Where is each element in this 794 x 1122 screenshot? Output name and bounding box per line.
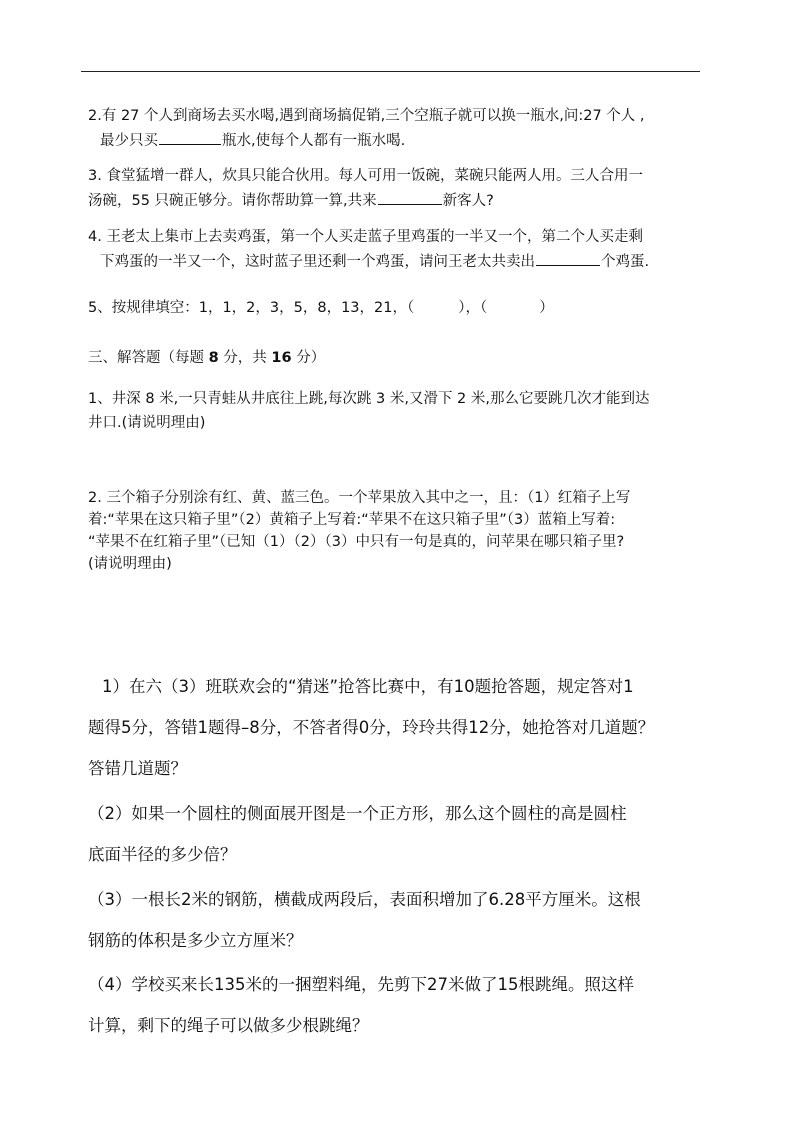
problem-4-line-1: （4）学校买来长135米的一捆塑料绳，先剪下27米做了15根跳绳。照这样 [88,975,634,994]
question-line: 1、井深 8 米,一只青蛙从井底往上跳,每次跳 3 米,又滑下 2 米,那么它要跳几次才能到达 [88,391,650,407]
answer-blank[interactable] [378,190,442,205]
question-line: (请说明理由) [88,556,172,572]
answer-blank[interactable] [159,130,221,145]
problem-3-line-1: （3）一根长2米的钢筋，横截成两段后，表面积增加了6.28平方厘米。这根 [88,890,641,909]
problem-1-line-3: 答错几道题？ [88,759,187,778]
question-3-line-2: 汤碗，55 只碗正够分。请你帮助算一算,共来 新客人? [88,190,494,211]
sequence-question: 5、按规律填空：1，1，2，3，5，8，13，21，（ ），（ ） [88,300,554,316]
question-2-line-2: 最少只买 瓶水,使每个人都有一瓶水喝. [100,130,405,151]
question-3-line-1: 3. 食堂猛增一群人，炊具只能合伙用。每人可用一饭碗，菜碗只能两人用。三人合用一 [88,168,643,184]
question-line: 着:“苹果在这只箱子里”（2）黄箱子上写着:“苹果不在这只箱子里”（3）蓝箱上写着: [88,512,616,528]
question-4-line-1: 4. 王老太上集市上去卖鸡蛋，第一个人买走蓝子里鸡蛋的一半又一个，第二个人买走剩 [88,229,643,245]
problem-2-line-2: 底面半径的多少倍？ [88,845,237,864]
question-line: 2. 三个箱子分别涂有红、黄、蓝三色。一个苹果放入其中之一，且：（1）红箱子上写 [88,490,631,506]
header-rule [81,71,700,72]
answer-blank[interactable] [536,251,600,266]
question-line: 井口.(请说明理由) [88,415,206,431]
problem-2-line-1: （2）如果一个圆柱的侧面展开图是一个正方形，那么这个圆柱的高是圆柱 [88,804,627,823]
problem-4-line-2: 计算，剩下的绳子可以做多少根跳绳？ [88,1016,369,1035]
question-2-line-1: 2.有 27 个人到商场去买水喝,遇到商场搞促销,三个空瓶子就可以换一瓶水,问:27 个人 , [88,108,645,124]
problem-1-line-2: 题得5分，答错1题得–8分，不答者得0分，玲玲共得12分，她抢答对几道题？ [88,718,655,737]
question-4-line-2: 下鸡蛋的一半又一个，这时蓝子里还剩一个鸡蛋，请问王老太共卖出 个鸡蛋. [100,251,649,272]
problem-3-line-2: 钢筋的体积是多少立方厘米？ [88,931,303,950]
question-line: “苹果不在红箱子里”（已知（1）（2）（3）中只有一句是真的，问苹果在哪只箱子里? [88,534,625,550]
problem-1-line-1: 1）在六（3）班联欢会的“猜迷”抢答比赛中，有10题抢答题，规定答对1 [102,677,634,696]
